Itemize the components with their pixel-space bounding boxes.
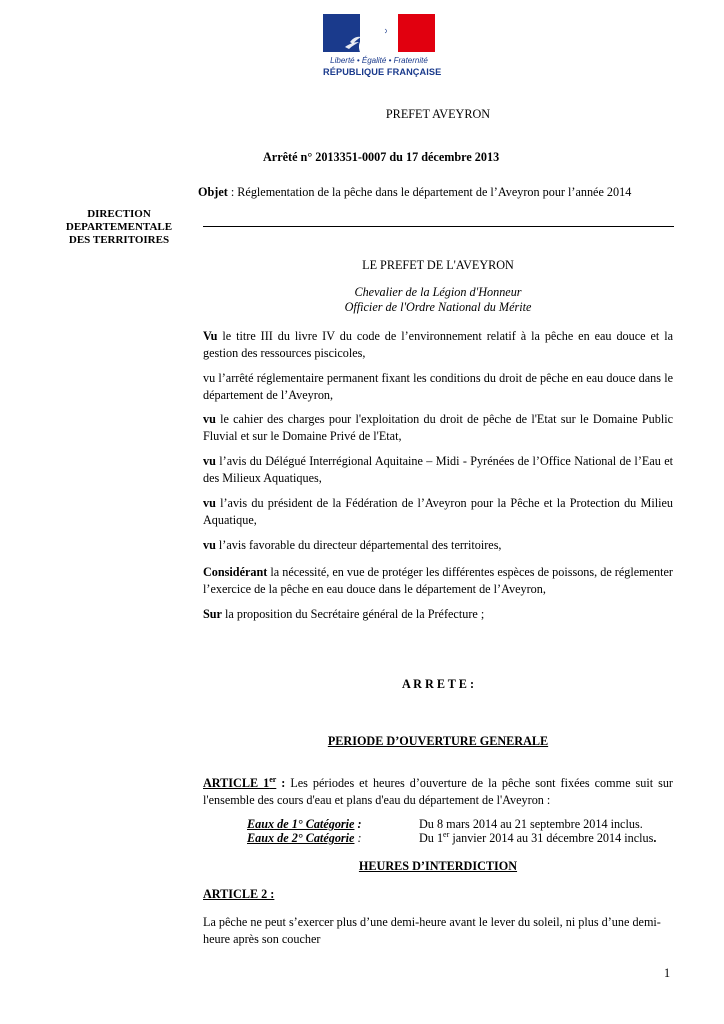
prefect-title: LE PREFET DE L'AVEYRON	[362, 258, 514, 272]
consideration-text: l’avis du président de la Fédération de l’Aveyron pour la Pêche et la Protection du Milieu Aquatique,	[203, 496, 673, 527]
section-heading: PERIODE D’OUVERTURE GENERALE	[327, 734, 549, 748]
article-1-text: Les périodes et heures d’ouverture de la pêche sont fixées comme suit sur l'ensemble des cours d'eau et plans d'eau du département de l'Aveyron :	[203, 776, 673, 807]
consideration-text: le titre III du livre IV du code de l’environnement relatif à la pêche en eau douce et la gestion des ressources piscicoles,	[203, 329, 673, 360]
prefect-honor: Officier de l'Ordre National du Mérite	[344, 300, 532, 314]
consideration-paragraph	[203, 370, 673, 404]
consideration-lead: Vu	[203, 329, 218, 343]
sidebar-line: DES TERRITOIRES	[68, 234, 170, 246]
department-sidebar	[48, 208, 190, 247]
category-label: Eaux de 2° Catégorie :	[247, 831, 362, 845]
article-1	[203, 775, 673, 809]
consideration-paragraph	[203, 495, 673, 529]
sidebar-line: DIRECTION	[87, 208, 151, 220]
consideration-lead: vu	[203, 496, 216, 510]
consideration-text: vu l’arrêté réglementaire permanent fixant les conditions du droit de pêche en eau douce dans le département de l’Aveyron,	[203, 371, 673, 402]
consideration-lead: Considérant	[203, 565, 268, 579]
consideration-lead: vu	[203, 538, 216, 552]
category-period: Du 8 mars 2014 au 21 septembre 2014 inclus.	[419, 817, 643, 831]
consideration-text: le cahier des charges pour l'exploitation du droit de pêche de l'Etat sur le Domaine Public Fluvial et sur le Domaine Privé de l'Etat,	[203, 412, 673, 443]
prefect-honor: Chevalier de la Légion d'Honneur	[354, 285, 522, 299]
consideration-lead: Sur	[203, 607, 222, 621]
page-title: PREFET AVEYRON	[385, 107, 491, 121]
consideration-text: l’avis favorable du directeur départemental des territoires,	[215, 538, 502, 552]
marianne-flag-icon	[323, 14, 435, 52]
header-divider	[203, 226, 674, 227]
section-heading: HEURES D’INTERDICTION	[358, 859, 518, 873]
sidebar-line: DEPARTEMENTALE	[65, 221, 173, 233]
decree-number: Arrêté n° 2013351-0007 du 17 décembre 2013	[263, 150, 500, 164]
consideration-paragraph	[203, 564, 673, 598]
republique-francaise-logo	[323, 14, 442, 77]
article-2-text: La pêche ne peut s’exercer plus d’une demi-heure avant le lever du soleil, ni plus d’une demi-heure après son coucher	[203, 915, 661, 946]
object-label: Objet	[198, 185, 228, 199]
consideration-text: l’avis du Délégué Interrégional Aquitaine – Midi - Pyrénées de l’Office National de l’Eau et des Milieux Aquatiques,	[203, 454, 673, 485]
article-2-title: ARTICLE 2 :	[203, 887, 275, 901]
consideration-paragraph	[203, 328, 673, 362]
republic-motto: Liberté • Égalité • Fraternité	[330, 56, 428, 65]
consideration-lead: vu	[203, 412, 216, 426]
consideration-text: la proposition du Secrétaire général de la Préfecture ;	[221, 607, 485, 621]
object-text: : Réglementation de la pêche dans le département de l’Aveyron pour l’année 2014	[227, 185, 632, 199]
category-label: Eaux de 1° Catégorie :	[247, 817, 362, 831]
category-period: Du 1er janvier 2014 au 31 décembre 2014 inclus.	[419, 829, 657, 845]
consideration-paragraph	[203, 537, 673, 554]
consideration-lead: vu	[203, 454, 216, 468]
arrete-heading: A R R E T E :	[401, 677, 475, 691]
article-1-colon: :	[276, 776, 286, 790]
republic-name: RÉPUBLIQUE FRANÇAISE	[323, 67, 442, 77]
page-number: 1	[664, 966, 671, 980]
decree-object	[198, 185, 631, 200]
consideration-paragraph	[203, 453, 673, 487]
article-1-title: ARTICLE 1er	[203, 774, 277, 790]
consideration-paragraph	[203, 606, 673, 623]
consideration-text: la nécessité, en vue de protéger les différentes espèces de poissons, de réglementer l’exercice de la pêche en eau douce dans le département de l’Aveyron,	[203, 565, 673, 596]
consideration-paragraph	[203, 411, 673, 445]
